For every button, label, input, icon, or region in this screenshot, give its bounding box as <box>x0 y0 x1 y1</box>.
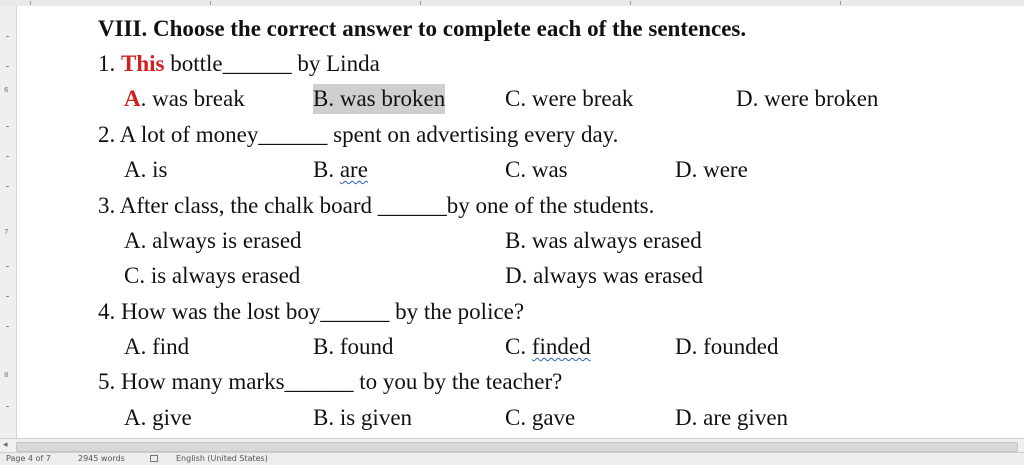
scrollbar-thumb[interactable] <box>16 442 1018 452</box>
q5-option-c: C. gave <box>505 405 576 430</box>
proofing-icon[interactable] <box>150 455 158 462</box>
ruler-mark <box>420 1 421 5</box>
spelling-flag: finded <box>531 334 591 359</box>
vertical-ruler: 6 7 8 <box>0 6 17 438</box>
q4-option-d: D. founded <box>675 334 779 359</box>
q3-option-d: D. always was erased <box>505 263 703 288</box>
page-count[interactable]: Page 4 of 7 <box>6 454 51 463</box>
spelling-flag: are <box>339 157 368 182</box>
answer-blank: ______ <box>320 299 390 324</box>
scroll-left-icon[interactable]: ◂ <box>3 440 8 450</box>
ruler-mark <box>210 1 211 5</box>
q1-option-d: D. were broken <box>736 86 879 111</box>
question-3: 3. After class, the chalk board ______by one of the students. <box>98 193 655 218</box>
question-2: 2. A lot of money______ spent on advertising every day. <box>98 122 619 147</box>
horizontal-scrollbar[interactable] <box>0 438 1024 453</box>
q2-option-d: D. were <box>675 157 748 182</box>
question-4: 4. How was the lost boy______ by the police? <box>98 299 525 324</box>
ruler-mark <box>630 1 631 5</box>
q4-option-c: C. finded <box>505 334 591 359</box>
q2-option-b: B. are <box>313 157 368 182</box>
q1-option-b-selected[interactable]: B. was broken <box>313 84 445 114</box>
language-indicator[interactable]: English (United States) <box>176 454 268 463</box>
answer-blank: ______ <box>258 122 328 147</box>
ruler-mark <box>30 1 31 5</box>
ruler-mark <box>840 1 841 5</box>
q1-option-c: C. were break <box>505 86 634 111</box>
question-1: 1. This bottle______ by Linda <box>98 51 380 76</box>
q1-option-a: A. was break <box>124 86 245 111</box>
q2-option-c: C. was <box>505 157 568 182</box>
q4-option-a: A. find <box>124 334 190 359</box>
q2-option-a: A. is <box>124 157 168 182</box>
word-count[interactable]: 2945 words <box>78 454 125 463</box>
q3-option-c: C. is always erased <box>124 263 301 288</box>
selected-answer-letter: A <box>124 86 141 111</box>
answer-blank: ______ <box>284 369 354 394</box>
exercise-heading: VIII. Choose the correct answer to complete each of the sentences. <box>98 16 747 41</box>
q5-option-b: B. is given <box>313 405 413 430</box>
q5-option-a: A. give <box>124 405 192 430</box>
q4-option-b: B. found <box>313 334 394 359</box>
q3-option-b: B. was always erased <box>505 228 702 253</box>
question-5: 5. How many marks______ to you by the teacher? <box>98 369 563 394</box>
q3-option-a: A. always is erased <box>124 228 302 253</box>
q5-option-d: D. are given <box>675 405 789 430</box>
answer-blank: ______ <box>222 51 292 76</box>
highlighted-word: This <box>121 51 165 76</box>
status-bar <box>0 452 1024 465</box>
answer-blank: ______ <box>377 193 447 218</box>
